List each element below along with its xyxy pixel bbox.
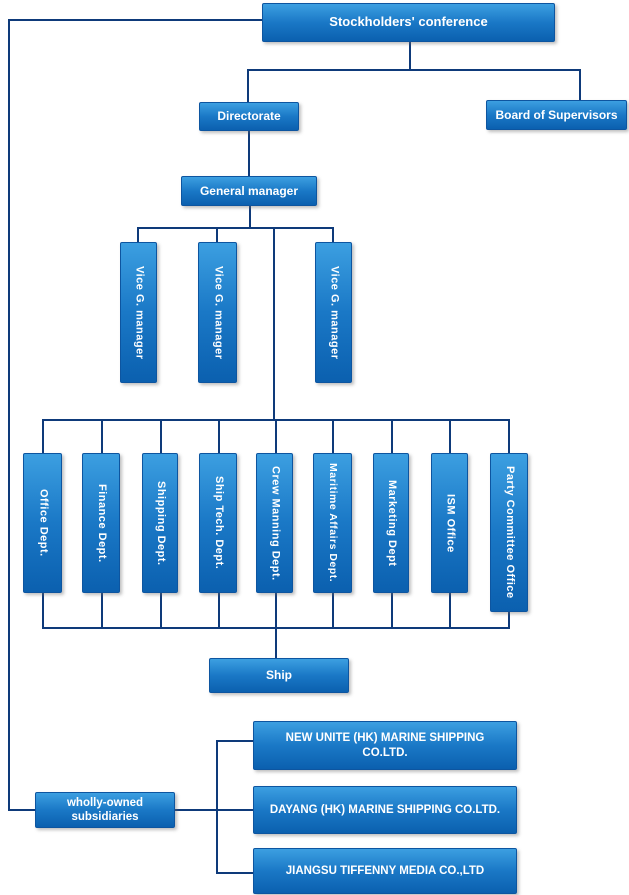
connector-vice-drop-2 [216,227,218,243]
node-general-manager: General manager [181,176,317,206]
node-directorate: Directorate [199,102,299,131]
node-subsidiary-jiangsu: JIANGSU TIFFENNY MEDIA CO.,LTD [253,848,517,894]
connector-directorate-drop [247,69,249,103]
connector-dept-drop-3 [160,419,162,454]
node-stockholders-conference: Stockholders' conference [262,3,555,42]
connector-dept-stub-7 [391,592,393,628]
connector-subsidiary-stub-top [216,740,253,742]
node-dept-shipping: Shipping Dept. [142,453,178,593]
node-subsidiary-new-unite: NEW UNITE (HK) MARINE SHIPPING CO.LTD. [253,721,517,770]
node-vice-manager-3: Vice G. manager [315,242,352,383]
connector-dept-stub-1 [42,592,44,628]
connector-left-vertical [8,19,10,811]
connector-vice-horizontal [137,227,334,229]
node-dept-maritime-affairs: Maritime Affairs Dept. [313,453,352,593]
node-dept-office: Office Dept. [23,453,62,593]
connector-left-bottom-horizontal [8,809,37,811]
connector-subsidiaries-vertical [216,740,218,874]
connector-dept-drop-7 [391,419,393,454]
connector-stockholders-drop [409,42,411,70]
connector-subsidiaries-horizontal [175,809,253,811]
connector-top-left-horizontal [8,19,264,21]
connector-ship-drop [275,627,277,659]
connector-dept-stub-2 [101,592,103,628]
connector-directorate-gm [248,130,250,177]
connector-dept-drop-2 [101,419,103,454]
connector-main-trunk [273,227,275,421]
connector-dept-drop-5 [275,419,277,454]
connector-dept-stub-4 [218,592,220,628]
node-ship: Ship [209,658,349,693]
connector-dept-drop-4 [218,419,220,454]
connector-level2-horizontal [247,69,581,71]
connector-dept-drop-8 [449,419,451,454]
connector-dept-stub-6 [332,592,334,628]
node-vice-manager-1: Vice G. manager [120,242,157,383]
connector-dept-stub-5 [275,592,277,628]
connector-gm-drop [249,205,251,228]
connector-vice-drop-3 [332,227,334,243]
connector-subsidiary-stub-bottom [216,872,253,874]
node-board-of-supervisors: Board of Supervisors [486,100,627,130]
connector-dept-drop-1 [42,419,44,454]
connector-vice-drop-1 [137,227,139,243]
node-dept-crew-manning: Crew Manning Dept. [256,453,293,593]
connector-dept-stub-8 [449,592,451,628]
connector-dept-stub-3 [160,592,162,628]
node-subsidiary-dayang: DAYANG (HK) MARINE SHIPPING CO.LTD. [253,786,517,834]
node-dept-finance: Finance Dept. [82,453,120,593]
node-wholly-owned-subsidiaries: wholly-owned subsidiaries [35,792,175,828]
node-dept-marketing: Marketing Dept [373,453,409,593]
node-ism-office: ISM Office [431,453,468,593]
connector-board-drop [579,69,581,101]
connector-dept-stub-9 [508,611,510,628]
connector-dept-drop-9 [508,419,510,454]
node-dept-ship-tech: Ship Tech. Dept. [199,453,237,593]
connector-dept-drop-6 [332,419,334,454]
node-party-committee-office: Party Committee Office [490,453,528,612]
node-vice-manager-2: Vice G. manager [198,242,237,383]
